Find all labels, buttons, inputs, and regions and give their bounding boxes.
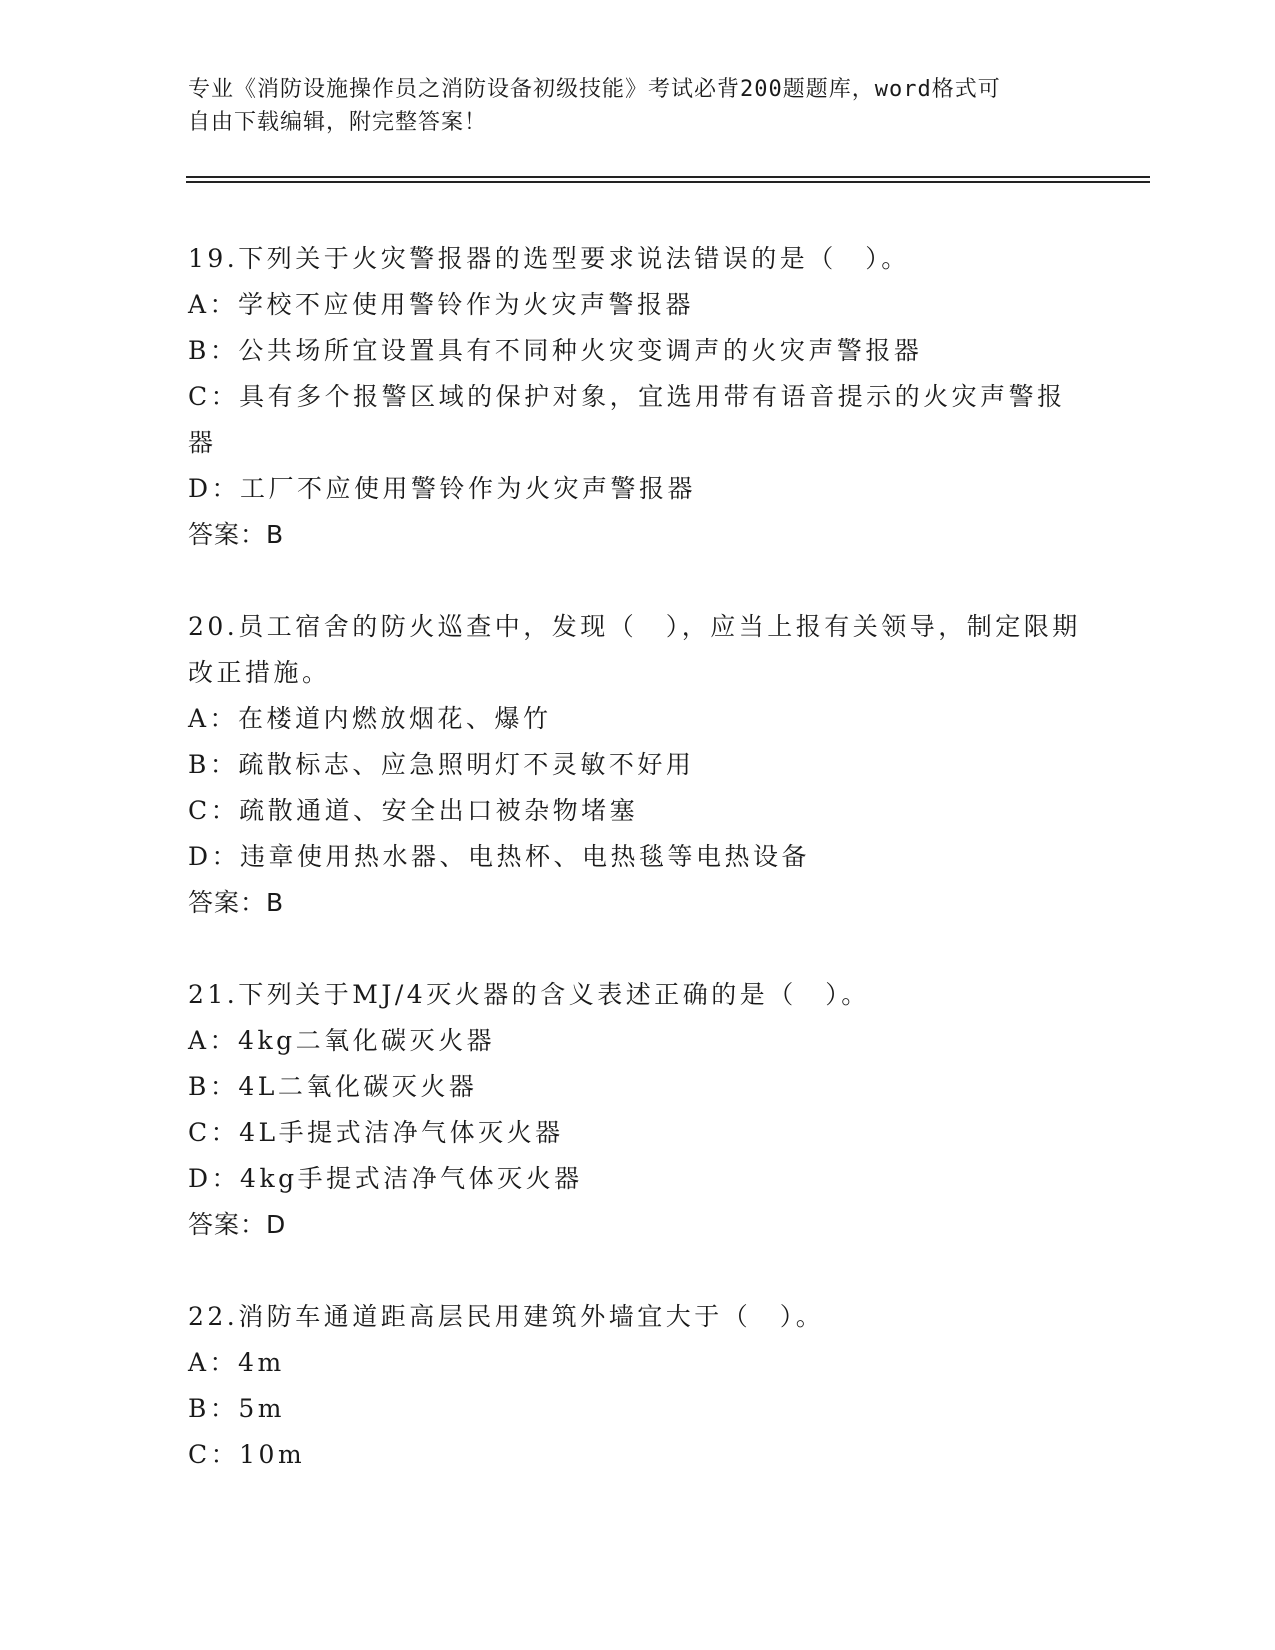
answer: 答案：B xyxy=(188,520,285,549)
option-a: A：学校不应使用警铃作为火灾声警报器 xyxy=(188,290,695,319)
question-stem: 22.消防车通道距高层民用建筑外墙宜大于（ ）。 xyxy=(188,1302,825,1331)
answer: 答案：D xyxy=(188,1210,287,1239)
option-d: D：违章使用热水器、电热杯、电热毯等电热设备 xyxy=(188,842,811,871)
option-c: C：10m xyxy=(188,1440,306,1469)
question-21 xyxy=(188,972,1088,1248)
document-header xyxy=(188,73,1088,139)
option-b: B：疏散标志、应急照明灯不灵敏不好用 xyxy=(188,750,695,779)
question-20 xyxy=(188,604,1088,926)
header-line-2: 自由下载编辑，附完整答案！ xyxy=(188,110,488,135)
question-22 xyxy=(188,1294,1088,1478)
option-a: A：4m xyxy=(188,1348,285,1377)
header-line-1: 专业《消防设施操作员之消防设备初级技能》考试必背200题题库，word格式可 xyxy=(188,77,1001,102)
option-c: C：4L手提式洁净气体灭火器 xyxy=(188,1118,564,1147)
answer: 答案：B xyxy=(188,888,285,917)
option-a: A：4kg二氧化碳灭火器 xyxy=(188,1026,496,1055)
option-a: A：在楼道内燃放烟花、爆竹 xyxy=(188,704,552,733)
question-stem: 21.下列关于MJ/4灭火器的含义表述正确的是（ ）。 xyxy=(188,980,870,1009)
question-list xyxy=(188,236,1088,1524)
header-divider-bottom xyxy=(186,181,1150,183)
option-d: D：4kg手提式洁净气体灭火器 xyxy=(188,1164,583,1193)
question-19 xyxy=(188,236,1088,558)
option-b: B：4L二氧化碳灭火器 xyxy=(188,1072,478,1101)
question-stem: 20.员工宿舍的防火巡查中，发现（ ），应当上报有关领导，制定限期改正措施。 xyxy=(188,612,1081,687)
option-d: D：工厂不应使用警铃作为火灾声警报器 xyxy=(188,474,697,503)
option-c: C：疏散通道、安全出口被杂物堵塞 xyxy=(188,796,639,825)
header-divider-top xyxy=(186,176,1150,178)
question-stem: 19.下列关于火灾警报器的选型要求说法错误的是（ ）。 xyxy=(188,244,910,273)
option-b: B：公共场所宜设置具有不同种火灾变调声的火灾声警报器 xyxy=(188,336,923,365)
option-b: B：5m xyxy=(188,1394,285,1423)
option-c: C：具有多个报警区域的保护对象，宜选用带有语音提示的火灾声警报器 xyxy=(188,382,1066,457)
